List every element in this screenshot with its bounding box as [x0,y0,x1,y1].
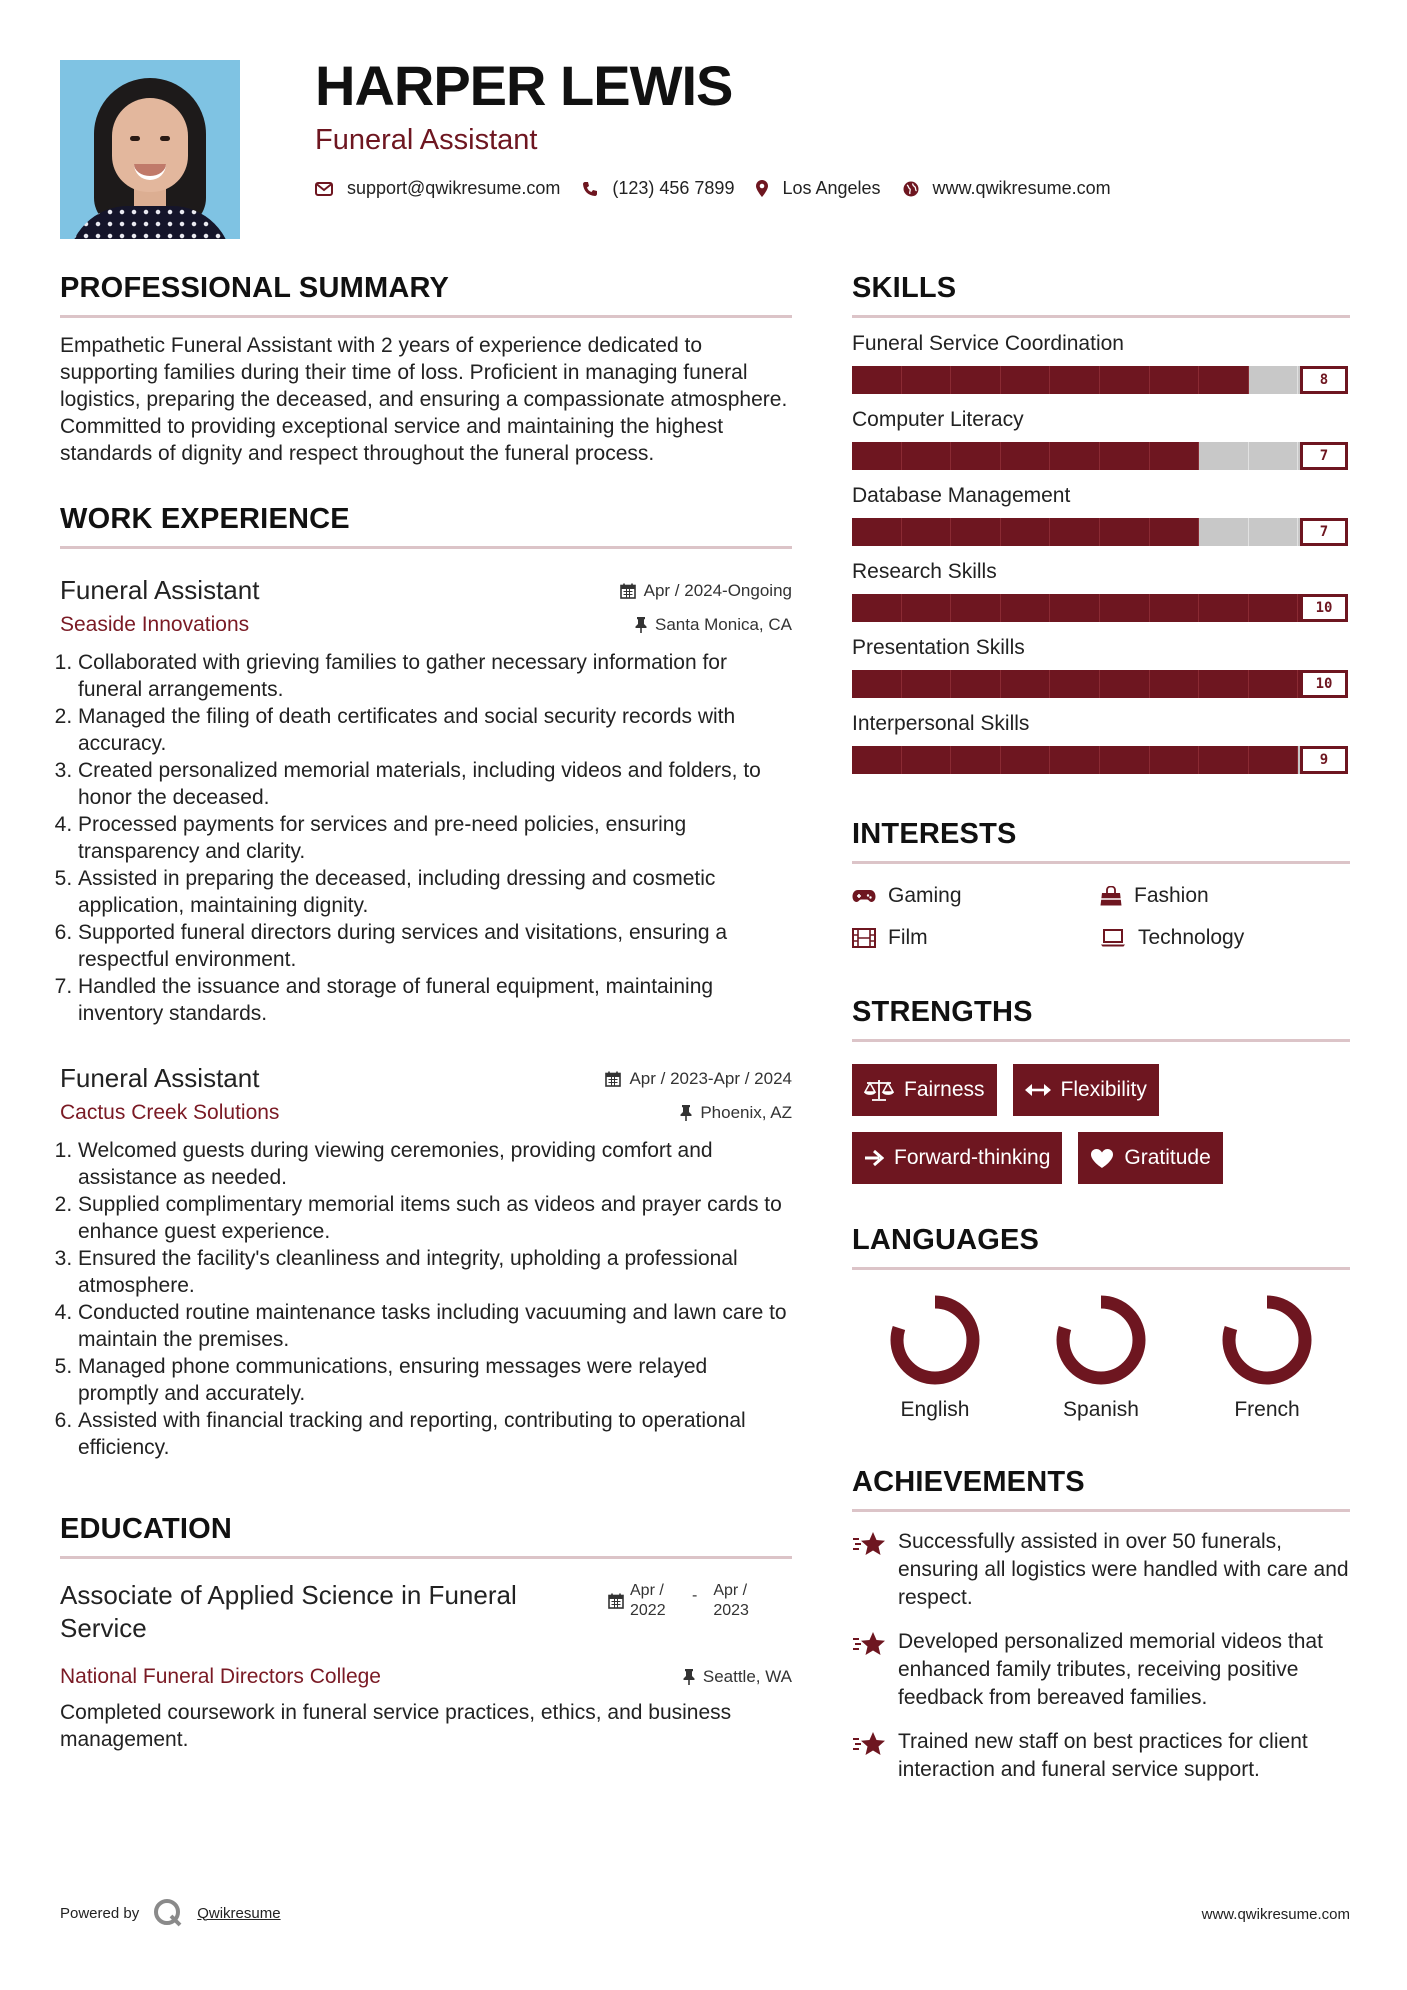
skill-value: 7 [1300,518,1348,546]
skill-bar-segment [1150,746,1200,774]
interest-item [1100,926,1348,950]
skill-bar-segment [902,366,952,394]
skill-bar-segment [951,594,1001,622]
skill-bar-segment [1150,518,1200,546]
duty-item: 3. Created personalized memorial materials, including videos and folders, to honor the deceased. [78,757,792,811]
skill-bar-segment [1050,518,1100,546]
job-date [605,1069,792,1089]
left-column [60,272,792,1753]
summary-section [60,272,792,467]
education-title: EDUCATION [60,1513,792,1559]
skill-name: Database Management [852,484,1071,507]
strength-badge [1013,1064,1159,1116]
duty-item: 4. Processed payments for services and pre-need policies, ensuring transparency and clarity. [78,811,792,865]
skill-bar-segment [1050,594,1100,622]
language-level-arc [1063,1302,1139,1378]
interest-label: Fashion [1134,884,1209,907]
skill-value: 8 [1300,366,1348,394]
skill-bar [852,442,1348,470]
skill-bar [852,746,1348,774]
languages-section [852,1224,1350,1422]
skill-bar-segment [1100,746,1150,774]
interest-label: Gaming [888,884,962,907]
skill-bar-segment [852,518,902,546]
calendar-icon [620,583,636,599]
skill-name: Presentation Skills [852,636,1025,659]
skill-bar-segment [1001,442,1051,470]
envelope-icon [315,182,333,196]
summary-title: PROFESSIONAL SUMMARY [60,272,792,318]
edu-dates [608,1581,765,1621]
skill-bar-segment [1050,746,1100,774]
shopping-bag-icon [1100,886,1122,906]
job-date-text: Apr / 2023-Apr / 2024 [629,1069,792,1088]
skill-bar-segment [1050,366,1100,394]
star-icon [852,1730,886,1758]
skill-bar-segment [1001,366,1051,394]
job-entry [60,571,792,1027]
experience-section [60,503,792,1461]
skill-bar-segment [1249,366,1299,394]
qwikresume-logo-icon [153,1898,183,1928]
achievement-item [852,1628,1350,1712]
skill-bar-segment [902,442,952,470]
edu-degree: Associate of Applied Science in Funeral Service [60,1580,517,1643]
skill-bar-segment [852,594,902,622]
experience-title: WORK EXPERIENCE [60,503,792,549]
arrows-horizontal-icon [1025,1083,1051,1097]
skill-bar [852,366,1348,394]
job-duties [60,649,792,1027]
edu-start: Apr / 2022 [630,1582,666,1619]
skill-bar-segment [951,746,1001,774]
calendar-icon [605,1071,621,1087]
job-entry [60,1059,792,1461]
duty-item: 2. Supplied complimentary memorial items such as videos and prayer cards to enhance guest experience. [78,1191,792,1245]
skills-title: SKILLS [852,272,1350,318]
skill-bar-segment [902,670,952,698]
duty-item: 4. Conducted routine maintenance tasks including vacuuming and lawn care to maintain the premises. [78,1299,792,1353]
edu-description: Completed coursework in funeral service practices, ethics, and business management. [60,1701,732,1751]
education-section [60,1513,792,1753]
balance-scale-icon [864,1079,894,1101]
duty-item: 6. Supported funeral directors during services and visitations, ensuring a respectful environment. [78,919,792,973]
job-location-text: Phoenix, AZ [700,1103,792,1122]
skill-item [852,332,1350,394]
phone-icon [582,181,598,197]
job-company: Seaside Innovations [60,613,250,636]
film-icon [852,928,876,948]
skill-bar-segment [1199,670,1249,698]
achievements-title: ACHIEVEMENTS [852,1466,1350,1512]
skill-bar-segment [1100,594,1150,622]
contact-email[interactable]: support@qwikresume.com [347,178,561,198]
language-name: Spanish [1063,1398,1139,1421]
job-title: Funeral Assistant [60,575,260,605]
star-icon [852,1530,886,1558]
contact-bar [315,178,1133,199]
languages-list [852,1292,1350,1422]
skill-bar-segment [1199,518,1249,546]
interest-item [1100,884,1348,908]
skill-bar-segment [1050,670,1100,698]
duty-item: 7. Handled the issuance and storage of funeral equipment, maintaining inventory standards. [78,973,792,1027]
job-date-text: Apr / 2024-Ongoing [643,581,792,600]
skill-name: Computer Literacy [852,408,1024,431]
language-ring [1053,1292,1149,1388]
skill-bar-segment [1199,594,1249,622]
language-level-arc [1229,1302,1305,1378]
skill-value: 10 [1300,594,1348,622]
candidate-name: HARPER LEWIS [315,54,733,117]
skill-value: 7 [1300,442,1348,470]
skill-item [852,484,1350,546]
interests-section [852,818,1350,950]
language-ring [1219,1292,1315,1388]
skill-name: Research Skills [852,560,997,583]
language-item [1184,1292,1350,1422]
edu-location [683,1667,792,1687]
duty-item: 3. Ensured the facility's cleanliness and integrity, upholding a professional atmosphere. [78,1245,792,1299]
map-pin-icon [756,180,768,197]
skill-bar-segment [1100,670,1150,698]
skill-bar-segment [852,670,902,698]
skill-bar-segment [1001,594,1051,622]
languages-title: LANGUAGES [852,1224,1350,1270]
duty-item: 1. Collaborated with grieving families to gather necessary information for funeral arrangements. [78,649,792,703]
interests-title: INTERESTS [852,818,1350,864]
language-name: English [900,1398,970,1421]
job-location-text: Santa Monica, CA [654,615,792,634]
skill-item [852,636,1350,698]
achievement-text: Developed personalized memorial videos that enhanced family tributes, receiving positive feedback from bereaved families. [898,1630,1323,1709]
strength-badge [852,1132,1062,1184]
qwikresume-link[interactable]: Qwikresume [197,1904,281,1922]
skill-bar-segment [852,746,902,774]
language-item [1018,1292,1184,1422]
skill-bar-segment [902,746,952,774]
skill-bar-segment [1249,442,1299,470]
interest-label: Technology [1138,926,1245,949]
summary-text: Empathetic Funeral Assistant with 2 years of experience dedicated to supporting families during their time of loss. Proficient in managing funeral logistics, preparing the deceased, and ensuring a compassionate atmosphere. Committed to providing exceptional service and maintaining the highest standards of dignity and respect throughout the funeral process. [60,334,788,465]
contact-location: Los Angeles [782,178,881,198]
achievements-section [852,1466,1350,1784]
strength-label: Fairness [904,1078,985,1101]
skill-value: 10 [1300,670,1348,698]
language-item [852,1292,1018,1422]
strength-badge [1078,1132,1222,1184]
skill-bar-segment [1199,366,1249,394]
skills-section [852,272,1350,774]
job-date [620,581,792,601]
laptop-icon [1100,929,1126,947]
skill-bar-segment [1249,746,1299,774]
edu-location-text: Seattle, WA [702,1667,792,1686]
star-icon [852,1630,886,1658]
skill-bar [852,594,1348,622]
duty-item: 2. Managed the filing of death certificates and social security records with accuracy. [78,703,792,757]
duty-item: 5. Managed phone communications, ensuring messages were relayed promptly and accurately. [78,1353,792,1407]
skill-bar-segment [951,366,1001,394]
heart-icon [1090,1148,1114,1169]
footer-website[interactable]: www.qwikresume.com [1201,1906,1350,1923]
interest-item [852,926,1100,950]
achievement-item [852,1728,1350,1784]
skill-value: 9 [1300,746,1348,774]
pushpin-icon [635,617,647,633]
edu-school: National Funeral Directors College [60,1665,381,1688]
skill-bar-segment [1150,670,1200,698]
skill-bar-segment [1150,442,1200,470]
skills-list [852,332,1350,774]
skill-item [852,712,1350,774]
skill-bar-segment [1001,518,1051,546]
edu-end: Apr / 2023 [713,1582,749,1619]
duty-item: 6. Assisted with financial tracking and reporting, contributing to operational efficiency. [78,1407,792,1461]
duty-item: 5. Assisted in preparing the deceased, including dressing and cosmetic application, maintaining dignity. [78,865,792,919]
language-name: French [1234,1398,1300,1421]
strength-badge [852,1064,997,1116]
globe-icon [903,181,919,197]
profile-photo [60,60,240,239]
strength-label: Gratitude [1124,1146,1211,1169]
achievement-item [852,1528,1350,1612]
skill-bar-segment [902,518,952,546]
contact-phone[interactable]: (123) 456 7899 [612,178,735,198]
skill-item [852,560,1350,622]
language-ring [887,1292,983,1388]
interest-label: Film [888,926,928,949]
job-duties [60,1137,792,1461]
skill-bar-segment [951,518,1001,546]
skill-bar-segment [1001,670,1051,698]
skill-bar-segment [1100,442,1150,470]
edu-date-separator: - [692,1587,698,1604]
skill-bar-segment [902,594,952,622]
skill-bar-segment [1150,594,1200,622]
skill-bar-segment [1199,746,1249,774]
right-column [852,272,1350,1784]
job-title: Funeral Assistant [60,1063,260,1093]
pushpin-icon [680,1105,692,1121]
gamepad-icon [852,888,876,904]
strength-label: Forward-thinking [894,1146,1051,1169]
powered-by-text: Powered by [60,1904,140,1922]
duty-item: 1. Welcomed guests during viewing ceremonies, providing comfort and assistance as needed. [78,1137,792,1191]
skill-bar-segment [1100,366,1150,394]
skill-bar-segment [1001,746,1051,774]
job-location [635,615,792,635]
skill-bar-segment [852,366,902,394]
skill-bar-segment [951,670,1001,698]
pushpin-icon [683,1669,695,1685]
skill-name: Interpersonal Skills [852,712,1030,735]
footer-powered-by [60,1898,281,1928]
skill-bar-segment [951,442,1001,470]
arrow-right-icon [864,1149,884,1167]
strengths-section [852,996,1350,1184]
calendar-icon [608,1593,624,1609]
candidate-role: Funeral Assistant [315,124,538,156]
skill-bar [852,670,1348,698]
skill-bar-segment [1199,442,1249,470]
skill-item [852,408,1350,470]
job-company: Cactus Creek Solutions [60,1101,280,1124]
skill-bar-segment [1050,442,1100,470]
language-level-arc [897,1302,973,1378]
strength-label: Flexibility [1060,1078,1147,1101]
achievement-text: Trained new staff on best practices for client interaction and funeral service support. [898,1730,1308,1781]
skill-name: Funeral Service Coordination [852,332,1124,355]
achievement-text: Successfully assisted in over 50 funerals, ensuring all logistics were handled with care and respect. [898,1530,1349,1609]
skill-bar-segment [1249,518,1299,546]
contact-website[interactable]: www.qwikresume.com [932,178,1111,198]
interest-item [852,884,1100,908]
strengths-title: STRENGTHS [852,996,1350,1042]
skill-bar-segment [1150,366,1200,394]
job-location [680,1103,792,1123]
skill-bar-segment [852,442,902,470]
skill-bar [852,518,1348,546]
skill-bar-segment [1249,670,1299,698]
skill-bar-segment [1249,594,1299,622]
skill-bar-segment [1100,518,1150,546]
